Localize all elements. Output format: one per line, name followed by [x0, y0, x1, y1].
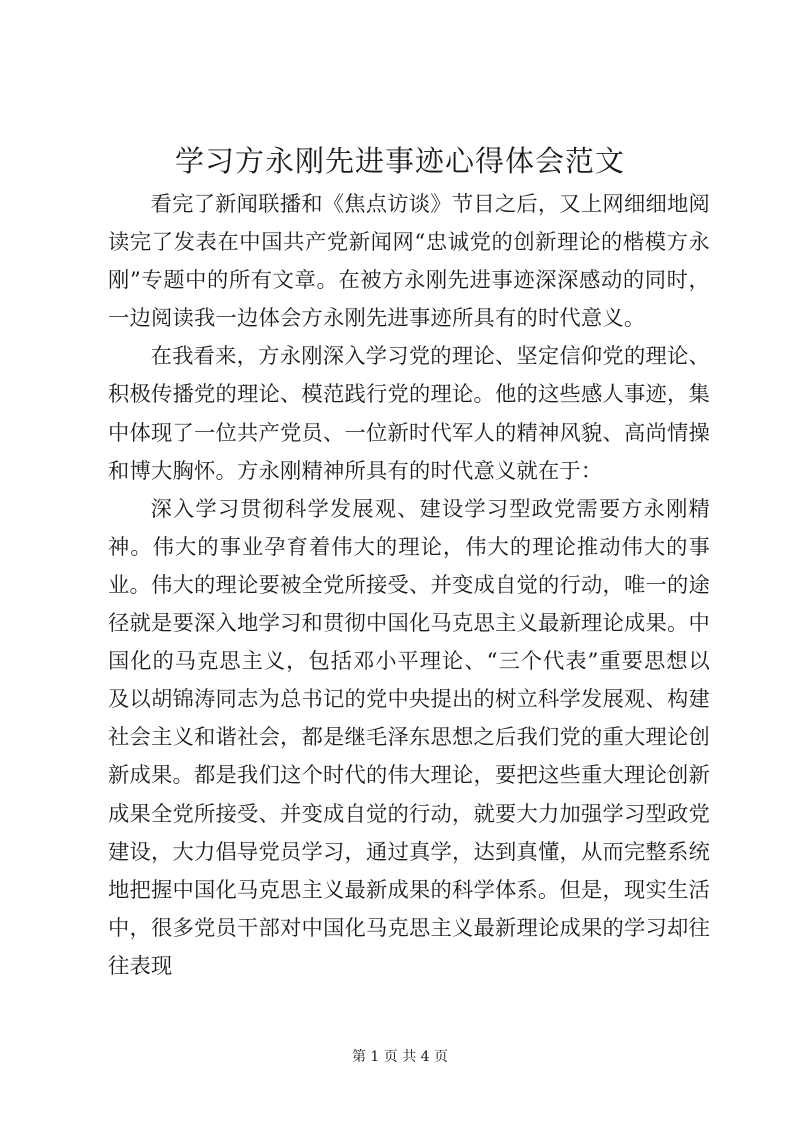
paragraph-1: 看完了新闻联播和《焦点访谈》节目之后，又上网细细地阅读完了发表在中国共产党新闻网“忠诚党的创新理论的楷模方永刚”专题中的所有文章。在被方永刚先进事迹深深感动的同时，一边阅读我一边体会方永刚先进事迹所具有的时代意义。	[108, 192, 710, 332]
page-number-indicator: 第 1 页 共 4 页	[351, 1049, 449, 1065]
paragraph-2: 在我看来，方永刚深入学习党的理论、坚定信仰党的理论、积极传播党的理论、模范践行党的理论。他的这些感人事迹，集中体现了一位共产党员、一位新时代军人的精神风貌、高尚情操和博大胸怀。方永刚精神所具有的时代意义就在于：	[108, 344, 710, 484]
document-body	[108, 186, 710, 986]
paragraph-3: 深入学习贯彻科学发展观、建设学习型政党需要方永刚精神。伟大的事业孕育着伟大的理论，伟大的理论推动伟大的事业。伟大的理论要被全党所接受、并变成自觉的行动，唯一的途径就是要深入地学习和贯彻中国化马克思主义最新理论成果。中国化的马克思主义，包括邓小平理论、“三个代表”重要思想以及以胡锦涛同志为总书记的党中央提出的树立科学发展观、构建社会主义和谐社会，都是继毛泽东思想之后我们党的重大理论创新成果。都是我们这个时代的伟大理论，要把这些重大理论创新成果全党所接受、并变成自觉的行动，就要大力加强学习型政党建设，大力倡导党员学习，通过真学，达到真懂，从而完整系统地把握中国化马克思主义最新成果的科学体系。但是，现实生活中，很多党员干部对中国化马克思主义最新理论成果的学习却往往表现	[108, 496, 710, 979]
document-title: 学习方永刚先进事迹心得体会范文	[174, 144, 625, 178]
page-footer	[0, 1047, 800, 1067]
